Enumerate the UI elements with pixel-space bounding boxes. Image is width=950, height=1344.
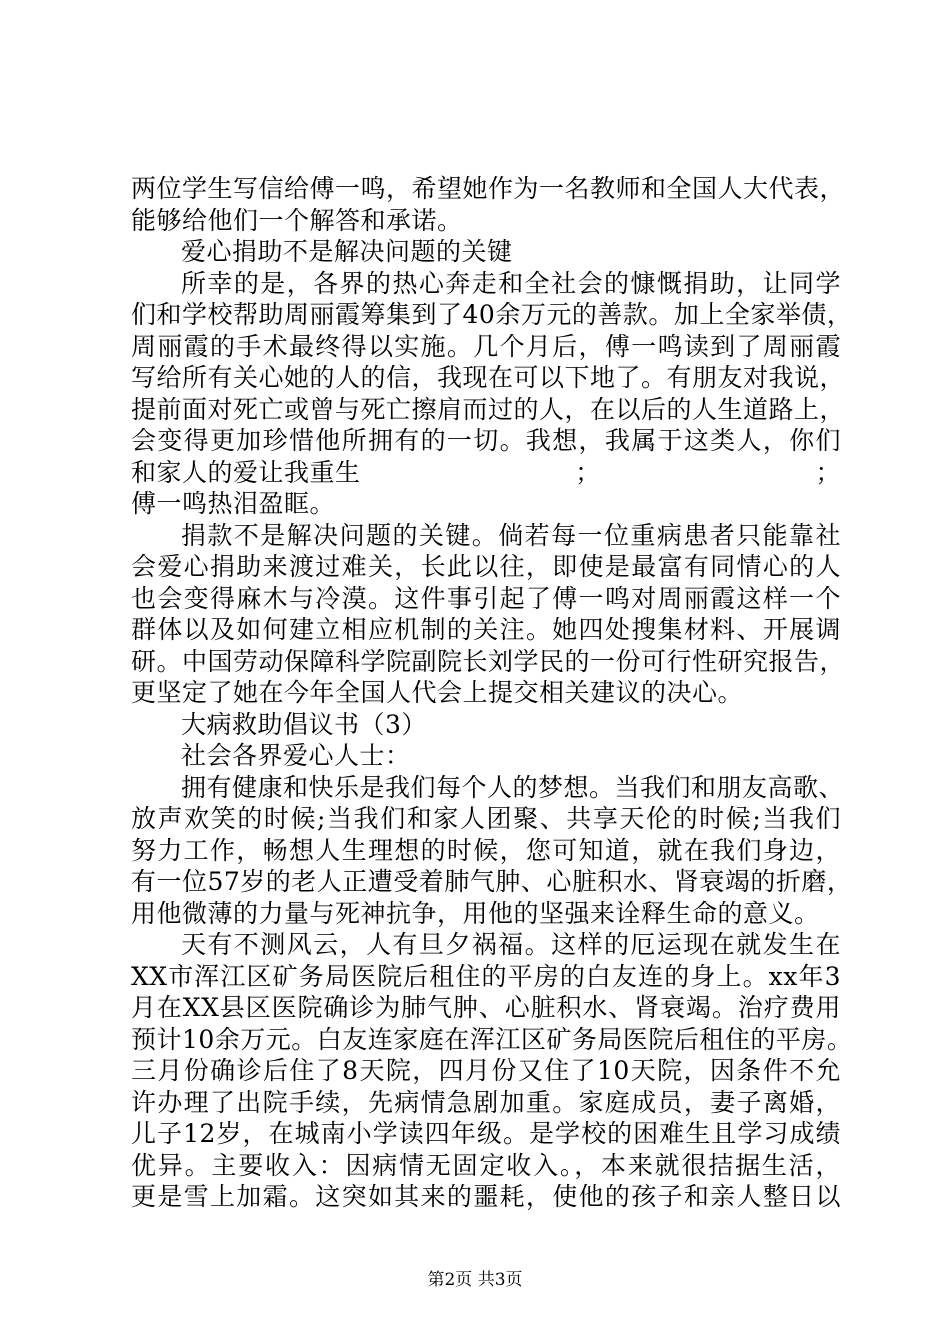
text-line: 捐款不是解决问题的关键。倘若每一位重病患者只能靠社 — [181, 520, 841, 550]
page-number-footer: 第2页 共3页 — [427, 1270, 523, 1290]
text-line — [131, 457, 841, 489]
text-line: 所幸的是，各界的热心奔走和全社会的慷慨捐助，让同学 — [181, 268, 841, 298]
text-line: 更是雪上加霜。这突如其来的噩耗，使他的孩子和亲人整日以 — [131, 1182, 841, 1211]
document-body — [131, 173, 853, 1213]
text-line: 预计10余万元。白友连家庭在浑江区矿务局医院后租住的平房。 — [131, 1024, 853, 1054]
text-line: 能够给他们一个解答和承诺。 — [131, 205, 463, 235]
text-line: 拥有健康和快乐是我们每个人的梦想。当我们和朋友高歌、 — [181, 772, 845, 802]
section-heading: 爱心捐助不是解决问题的关键 — [181, 237, 513, 266]
text-line: 会变得更加珍惜他所拥有的一切。我想，我属于这类人，你们 — [131, 426, 841, 455]
text-line: 许办理了出院手续，先病情急剧加重。家庭成员，妻子离婚， — [131, 1087, 841, 1117]
text-line: XX市浑江区矿务局医院后租住的平房的白友连的身上。xx年3 — [131, 961, 841, 991]
text-line: 月在XX县区医院确诊为肺气肿、心脏积水、肾衰竭。治疗费用 — [131, 993, 841, 1022]
text-line: 天有不测风云，人有旦夕祸福。这样的厄运现在就发生在 — [181, 930, 841, 959]
text-line: 三月份确诊后住了8天院，四月份又住了10天院，因条件不允 — [131, 1056, 841, 1085]
salutation: 社会各界爱心人士： — [181, 741, 411, 770]
text-line: 会爱心捐助来渡过难关，长此以往，即使是最富有同情心的人 — [131, 552, 841, 581]
text-line: 周丽霞的手术最终得以实施。几个月后，傅一鸣读到了周丽霞 — [131, 331, 841, 361]
text-line: 提前面对死亡或曾与死亡擦肩而过的人，在以后的人生道路上， — [131, 394, 846, 424]
text-line: 傅一鸣热泪盈眶。 — [131, 489, 336, 518]
text-line: 更坚定了她在今年全国人代会上提交相关建议的决心。 — [131, 678, 744, 707]
text-line: 两位学生写信给傅一鸣，希望她作为一名教师和全国人大代表， — [131, 174, 846, 203]
text-fragment: 和家人的爱让我重生 — [131, 457, 361, 487]
text-line: 写给所有关心她的人的信，我现在可以下地了。有朋友对我说， — [131, 363, 846, 392]
text-line: 优异。主要收入：因病情无固定收入。，本来就很拮据生活， — [131, 1150, 841, 1180]
text-line: 放声欢笑的时候;当我们和家人团聚、共享天伦的时候;当我们 — [131, 804, 841, 833]
text-line: 也会变得麻木与冷漠。这件事引起了傅一鸣对周丽霞这样一个 — [131, 583, 841, 613]
text-line: 们和学校帮助周丽霞筹集到了40余万元的善款。加上全家举债， — [131, 300, 853, 329]
text-fragment: ； — [815, 457, 841, 487]
text-line: 努力工作，畅想人生理想的时候，您可知道，就在我们身边， — [131, 835, 841, 865]
text-line: 研。中国劳动保障科学院副院长刘学民的一份可行性研究报告， — [131, 646, 846, 676]
text-line: 群体以及如何建立相应机制的关注。她四处搜集材料、开展调 — [131, 615, 841, 644]
text-line: 用他微薄的力量与死神抗争，用他的坚强来诠释生命的意义。 — [131, 898, 820, 928]
text-line: 儿子12岁，在城南小学读四年级。是学校的困难生且学习成绩 — [131, 1119, 841, 1148]
section-heading: 大病救助倡议书（3） — [181, 709, 427, 739]
text-line: 有一位57岁的老人正遭受着肺气肿、心脏积水、肾衰竭的折磨， — [131, 867, 853, 896]
text-fragment: ； — [575, 457, 601, 487]
